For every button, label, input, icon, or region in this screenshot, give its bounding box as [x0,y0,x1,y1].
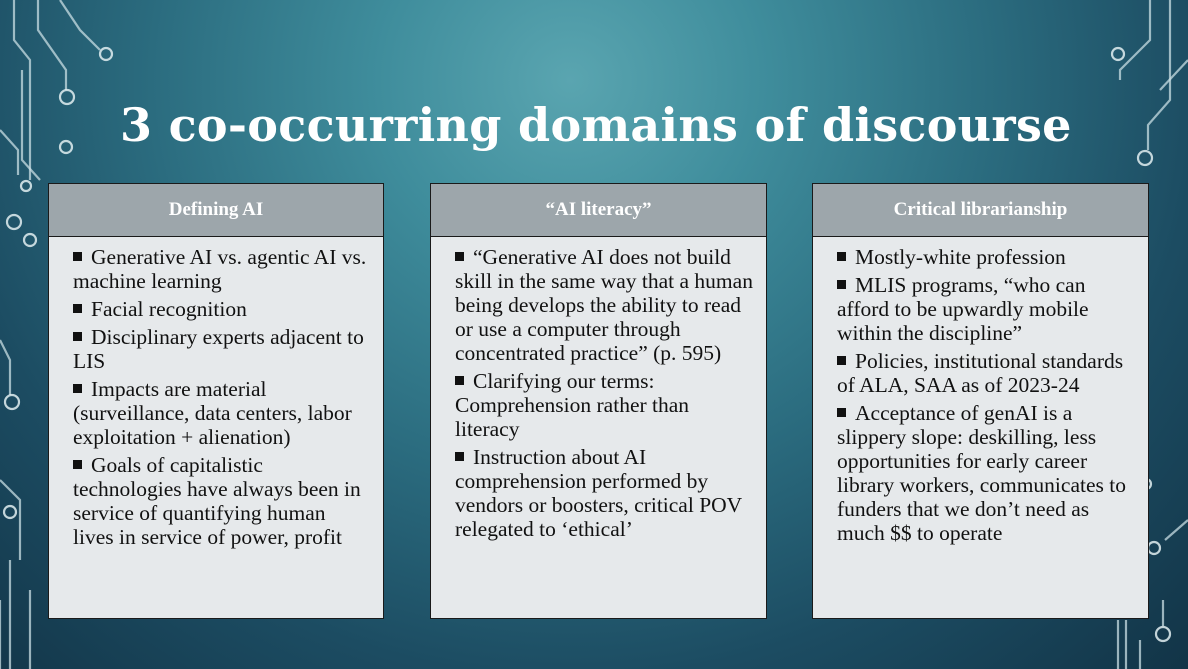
slide-title: 3 co-occurring domains of discourse [120,98,1072,152]
bullet-square-icon [73,384,82,393]
list-item: Impacts are material (surveillance, data centers, labor exploitation + alienation) [73,377,352,449]
list-item: Instruction about AI comprehension performed by vendors or boosters, critical POV relegated to ‘ethical’ [455,445,742,541]
list-item: MLIS programs, “who can afford to be upwardly mobile within the discipline” [837,273,1089,345]
bullet-square-icon [837,408,846,417]
column-heading: “AI literacy” [431,184,766,237]
list-item: Policies, institutional standards of ALA, SAA as of 2023-24 [837,349,1124,397]
list-item: Goals of capitalistic technologies have always been in service of quantifying human lives in service of power, profit [73,453,361,549]
column-ai-literacy [430,183,767,619]
list-item: Disciplinary experts adjacent to LIS [73,325,364,373]
bullet-square-icon [455,376,464,385]
column-critical-librarianship [812,183,1149,619]
list-item: Clarifying our terms: Comprehension rather than literacy [455,369,690,441]
bullet-square-icon [837,280,846,289]
bullet-square-icon [837,356,846,365]
bullet-square-icon [73,252,82,261]
column-heading: Defining AI [49,184,383,237]
column-heading: Critical librarianship [813,184,1148,237]
bullet-square-icon [455,252,464,261]
list-item: Facial recognition [73,297,371,321]
column-bullet-list [49,237,383,549]
column-defining-ai [48,183,384,619]
list-item: Generative AI vs. agentic AI vs. machine learning [73,245,367,293]
bullet-square-icon [73,332,82,341]
bullet-square-icon [455,452,464,461]
bullet-square-icon [837,252,846,261]
list-item: “Generative AI does not build skill in the same way that a human being develops the ability to read or use a computer through concentrated practice” (p. 595) [455,245,753,365]
bullet-square-icon [73,304,82,313]
column-bullet-list [431,237,766,541]
bullet-square-icon [73,460,82,469]
list-item: Mostly-white profession [837,245,1136,269]
column-bullet-list [813,237,1148,545]
list-item: Acceptance of genAI is a slippery slope: deskilling, less opportunities for early career library workers, communicates to funders that we don’t need as much $$ to operate [837,401,1126,545]
